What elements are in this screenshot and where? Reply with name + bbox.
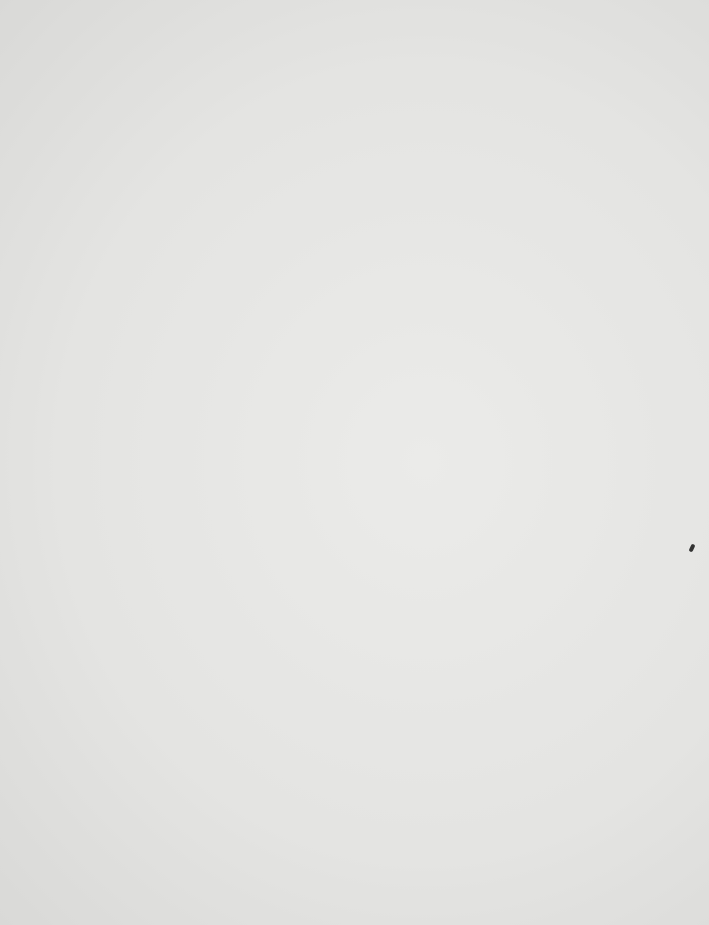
- paragraph: [134, 396, 682, 536]
- text-line: [134, 490, 682, 513]
- text-line: [134, 443, 682, 466]
- text-line: [134, 94, 682, 117]
- text-line: [134, 560, 682, 583]
- text-line: [134, 513, 682, 536]
- text-line: [134, 373, 682, 396]
- text-line: [134, 280, 682, 303]
- text-line: [134, 47, 682, 70]
- text-line: [134, 536, 682, 559]
- text-line: [134, 187, 682, 210]
- text-line: [134, 327, 682, 350]
- paragraph: [134, 699, 682, 815]
- text-line: [134, 420, 682, 443]
- text-line: [134, 396, 682, 419]
- text-line: [134, 746, 682, 769]
- text-line: [134, 350, 682, 373]
- text-line: [134, 793, 682, 816]
- paragraph: [134, 536, 682, 699]
- page-body-text: [134, 47, 682, 816]
- text-line: [134, 629, 682, 652]
- text-line: [134, 233, 682, 256]
- text-line: [134, 303, 682, 326]
- text-line: [134, 653, 682, 676]
- text-line: [134, 583, 682, 606]
- margin-ink-mark: [688, 544, 695, 553]
- text-line: [134, 140, 682, 163]
- text-line: [134, 699, 682, 722]
- text-line: [134, 606, 682, 629]
- paragraph: [134, 47, 682, 396]
- text-line: [134, 466, 682, 489]
- text-line: [134, 769, 682, 792]
- text-line: [134, 210, 682, 233]
- text-line: [134, 676, 682, 699]
- text-line: [134, 70, 682, 93]
- text-line: [134, 117, 682, 140]
- text-line: [134, 257, 682, 280]
- text-line: [134, 163, 682, 186]
- text-line: [134, 723, 682, 746]
